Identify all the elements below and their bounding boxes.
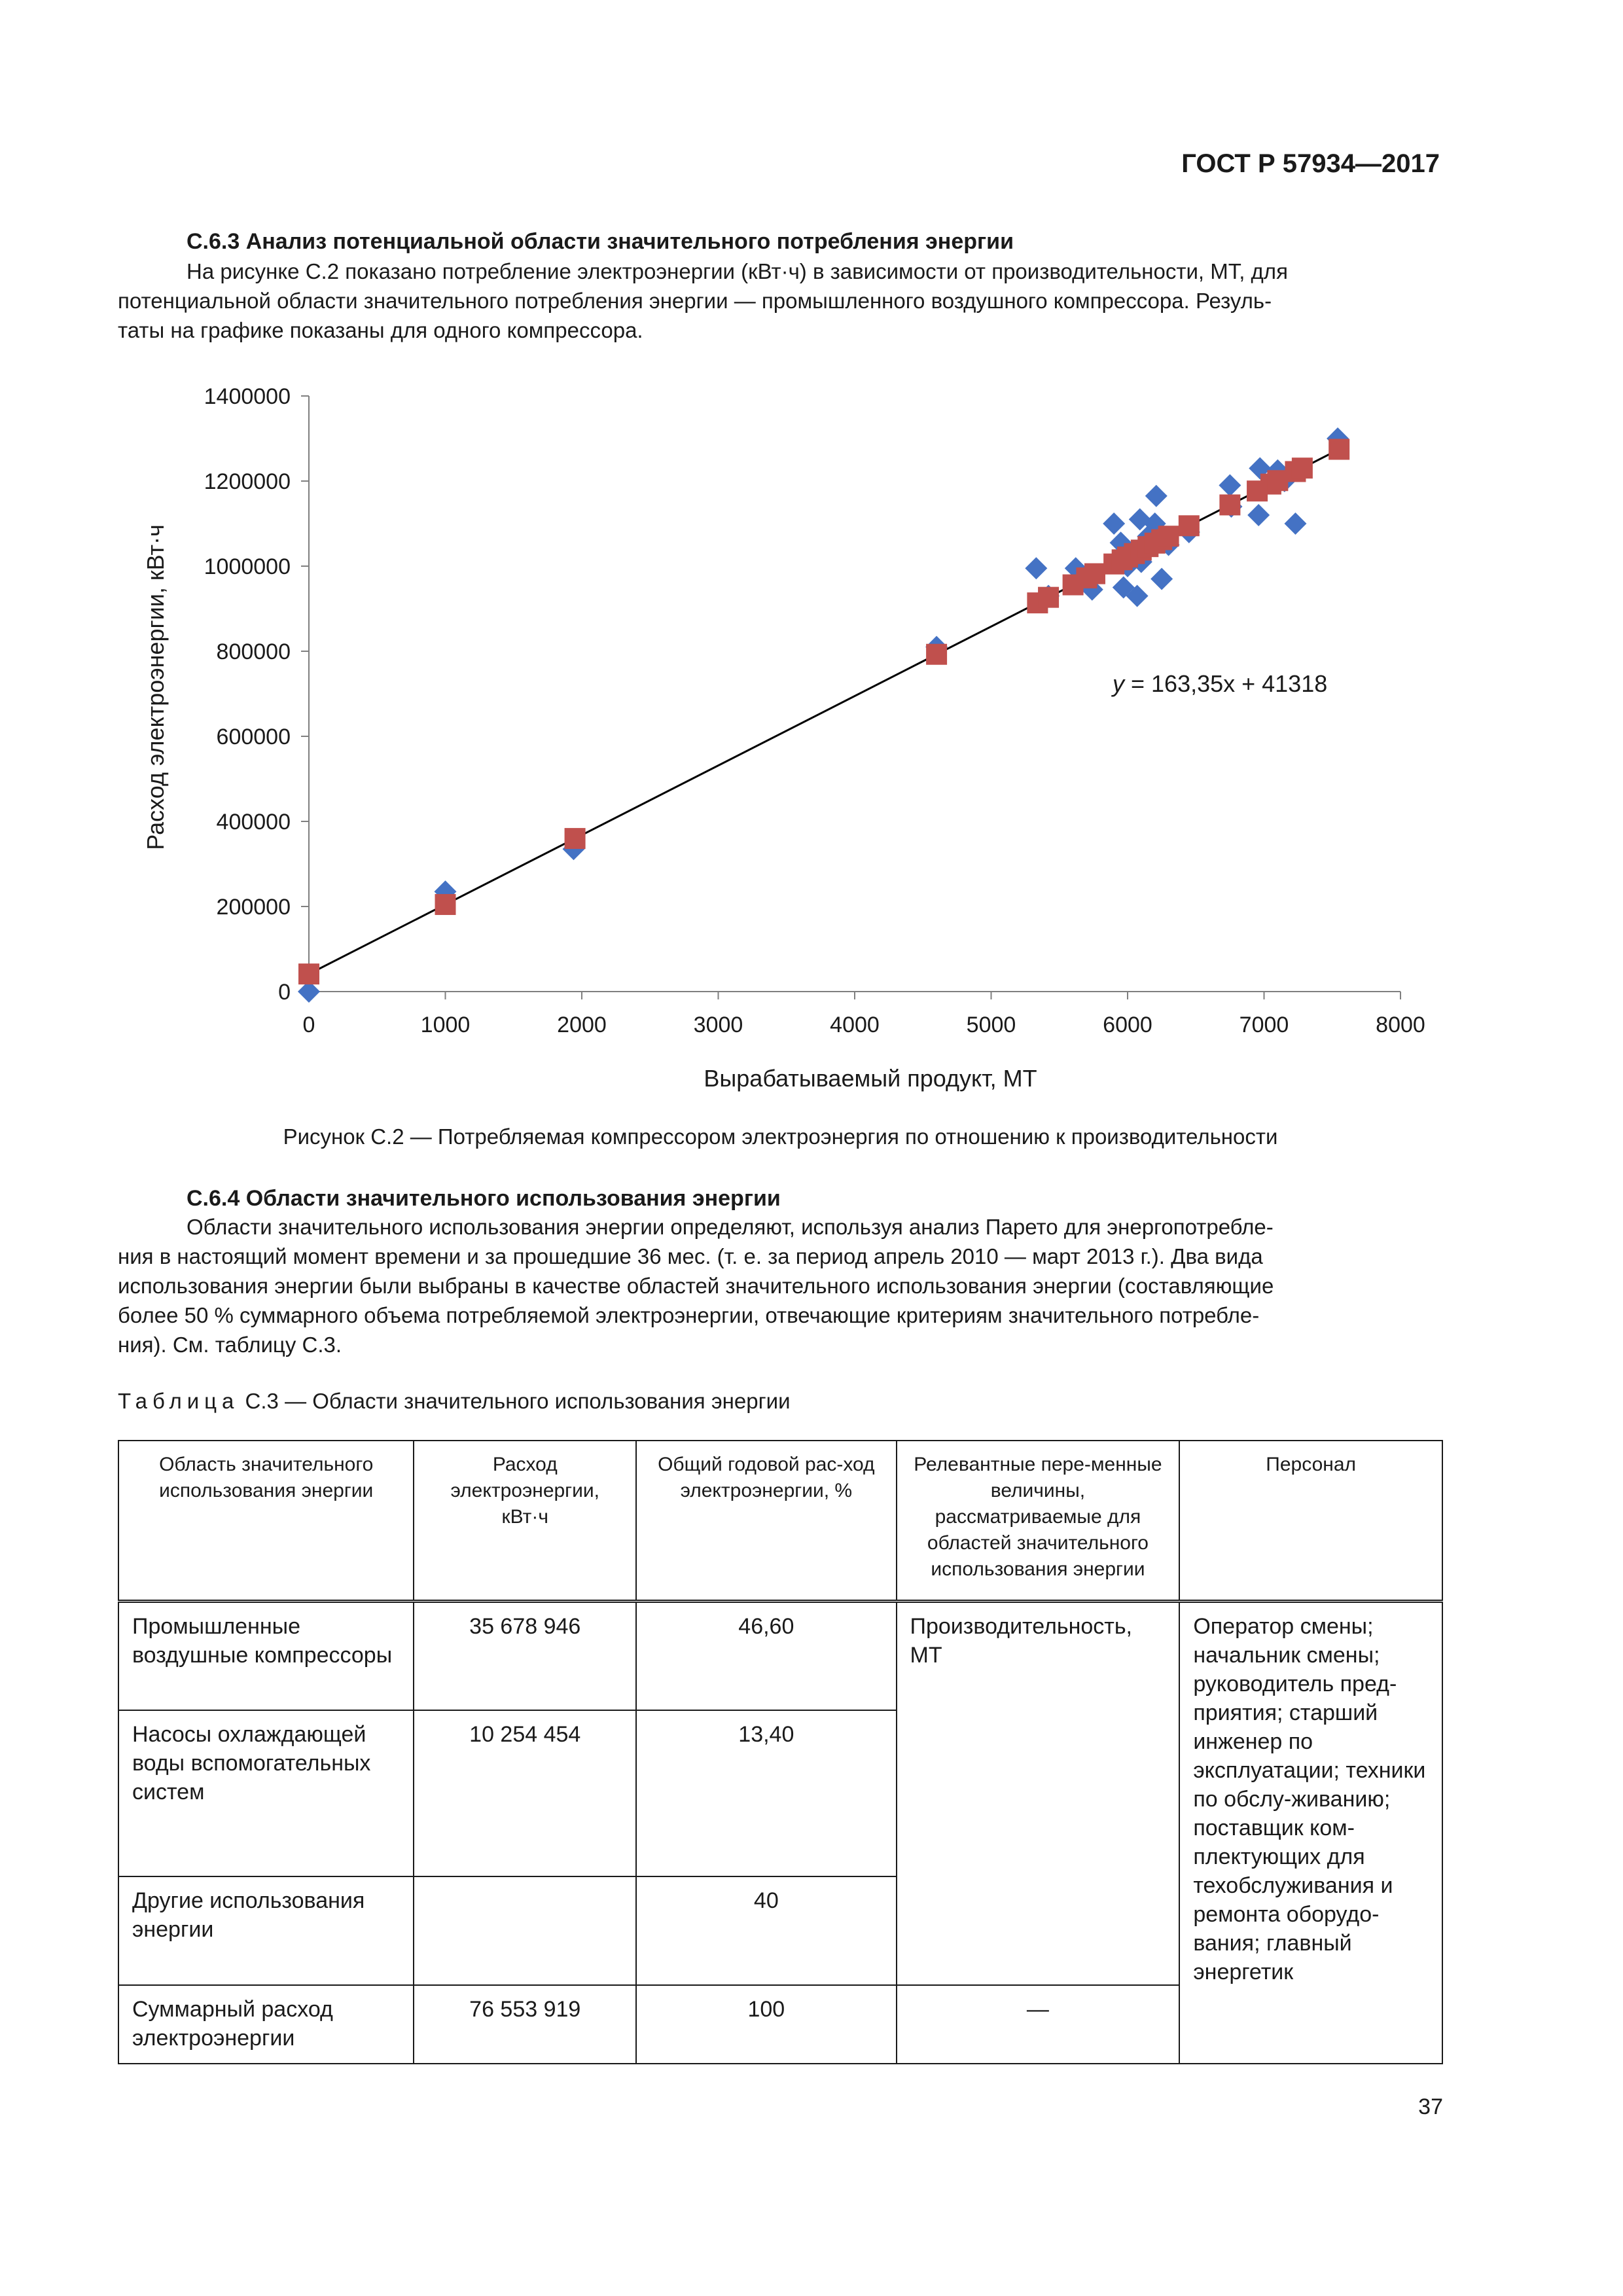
text-line: таты на графике показаны для одного компрессора.	[118, 318, 643, 342]
data-point-square	[1329, 439, 1349, 460]
y-tick-label: 600000	[216, 725, 291, 749]
header-variables: Релевантные пере-менные величины, рассматриваемые для областей значительного использования энергии	[897, 1441, 1180, 1602]
data-point-square	[435, 894, 456, 915]
figure-caption: Рисунок С.2 — Потребляемая компрессором электроэнергия по отношению к производительности	[283, 1124, 1278, 1149]
table-title-rest: С.3 — Области значительного использования энергии	[239, 1389, 791, 1413]
x-tick-label: 0	[302, 1013, 315, 1037]
equation-rest: = 163,35x + 41318	[1124, 670, 1328, 697]
cell-consumption: 10 254 454	[414, 1710, 636, 1876]
section-c64-text	[118, 1212, 1443, 1359]
text-line: использования энергии были выбраны в качестве областей значительного использования энергии (составляющие	[118, 1274, 1274, 1298]
text-line: Области значительного использования энергии определяют, используя анализ Парето для энергопотребле-	[187, 1215, 1274, 1239]
x-tick-label: 4000	[830, 1013, 880, 1037]
text-line: ния). См. таблицу С.3.	[118, 1333, 342, 1357]
section-c64-title: С.6.4 Области значительного использования энергии	[187, 1186, 781, 1211]
cell-area: Промышленные воздушные компрессоры	[118, 1602, 414, 1710]
data-point-diamond	[1103, 512, 1125, 535]
table-title-prefix: Таблица	[118, 1389, 240, 1413]
text-line: ния в настоящий момент времени и за прошедшие 36 мес. (т. е. за период апрель 2010 — март 2013 г.). Два вида	[118, 1244, 1263, 1268]
data-point-diamond	[1150, 568, 1173, 590]
x-tick-label: 5000	[966, 1013, 1016, 1037]
x-tick-label: 7000	[1239, 1013, 1289, 1037]
data-point-diamond	[1219, 475, 1241, 497]
data-point-square	[1038, 587, 1059, 608]
cell-consumption	[414, 1876, 636, 1985]
data-point-square	[565, 828, 586, 849]
table-title	[118, 1389, 791, 1414]
data-point-square	[1158, 526, 1179, 547]
data-point-square	[1179, 515, 1200, 536]
data-point-diamond	[1025, 557, 1047, 579]
cell-share: 46,60	[636, 1602, 896, 1710]
trendline-equation	[1111, 670, 1327, 697]
data-point-diamond	[1247, 504, 1270, 526]
section-c63-title: С.6.3 Анализ потенциальной области значительного потребления энергии	[187, 229, 1014, 254]
cell-share: 100	[636, 1985, 896, 2064]
x-tick-label: 8000	[1376, 1013, 1425, 1037]
text-line: потенциальной области значительного потребления энергии — промышленного воздушного компрессора. Резуль-	[118, 289, 1272, 313]
y-tick-label: 200000	[216, 895, 291, 920]
header-share: Общий годовой рас-ход электроэнергии, %	[636, 1441, 896, 1602]
section-c63-text	[118, 257, 1443, 345]
data-point-square	[926, 644, 947, 665]
cell-consumption: 76 553 919	[414, 1985, 636, 2064]
y-tick-label: 1400000	[204, 384, 291, 409]
y-tick-label: 800000	[216, 639, 291, 664]
header-personnel: Персонал	[1179, 1441, 1442, 1602]
cell-personnel: Оператор смены; начальник смены; руководитель пред-приятия; старший инженер по эксплуатации; техники по обслу-живанию; поставщик ком-плектующих для техобслуживания и ремонта оборудо-вания; главный энергетик	[1179, 1602, 1442, 2064]
page-number: 37	[1418, 2094, 1443, 2119]
y-tick-label: 400000	[216, 810, 291, 834]
data-point-square	[1084, 564, 1105, 584]
cell-share: 40	[636, 1876, 896, 1985]
equation-variable: y	[1113, 670, 1124, 697]
x-tick-label: 2000	[557, 1013, 607, 1037]
table-header-row	[118, 1441, 1442, 1602]
cell-consumption: 35 678 946	[414, 1602, 636, 1710]
figure-c2-chart	[118, 367, 1443, 1100]
y-tick-label: 0	[278, 980, 291, 1005]
data-point-square	[1292, 457, 1313, 478]
y-axis-label: Расход электроэнергии, кВт·ч	[142, 524, 169, 850]
cell-share: 13,40	[636, 1710, 896, 1876]
x-axis-label: Вырабатываемый продукт, МТ	[704, 1065, 1037, 1092]
header-area: Область значительного использования энергии	[118, 1441, 414, 1602]
x-tick-label: 1000	[420, 1013, 471, 1037]
y-tick-label: 1000000	[204, 554, 291, 579]
data-point-diamond	[1284, 512, 1306, 535]
energy-use-table	[118, 1440, 1443, 2064]
cell-area: Насосы охлаждающей воды вспомогательных систем	[118, 1710, 414, 1876]
data-point-square	[1219, 494, 1240, 515]
data-point-diamond	[1145, 485, 1168, 507]
text-line: более 50 % суммарного объема потребляемой электроэнергии, отвечающие критериям значительного потребле-	[118, 1303, 1260, 1327]
cell-area: Суммарный расход электроэнергии	[118, 1985, 414, 2064]
cell-area: Другие использования энергии	[118, 1876, 414, 1985]
header-consumption: Расход электроэнергии, кВт·ч	[414, 1441, 636, 1602]
data-point-square	[298, 963, 319, 984]
document-standard-number: ГОСТ Р 57934—2017	[1181, 149, 1440, 178]
x-tick-label: 3000	[693, 1013, 743, 1037]
y-tick-label: 1200000	[204, 469, 291, 494]
x-tick-label: 6000	[1103, 1013, 1152, 1037]
cell-variables: Производительность, МТ	[897, 1602, 1180, 1985]
table-row	[118, 1602, 1442, 1710]
text-line: На рисунке С.2 показано потребление электроэнергии (кВт·ч) в зависимости от производительности, МТ, для	[187, 259, 1288, 283]
cell-total-variables: —	[897, 1985, 1180, 2064]
scatter-chart-svg	[118, 367, 1443, 1100]
